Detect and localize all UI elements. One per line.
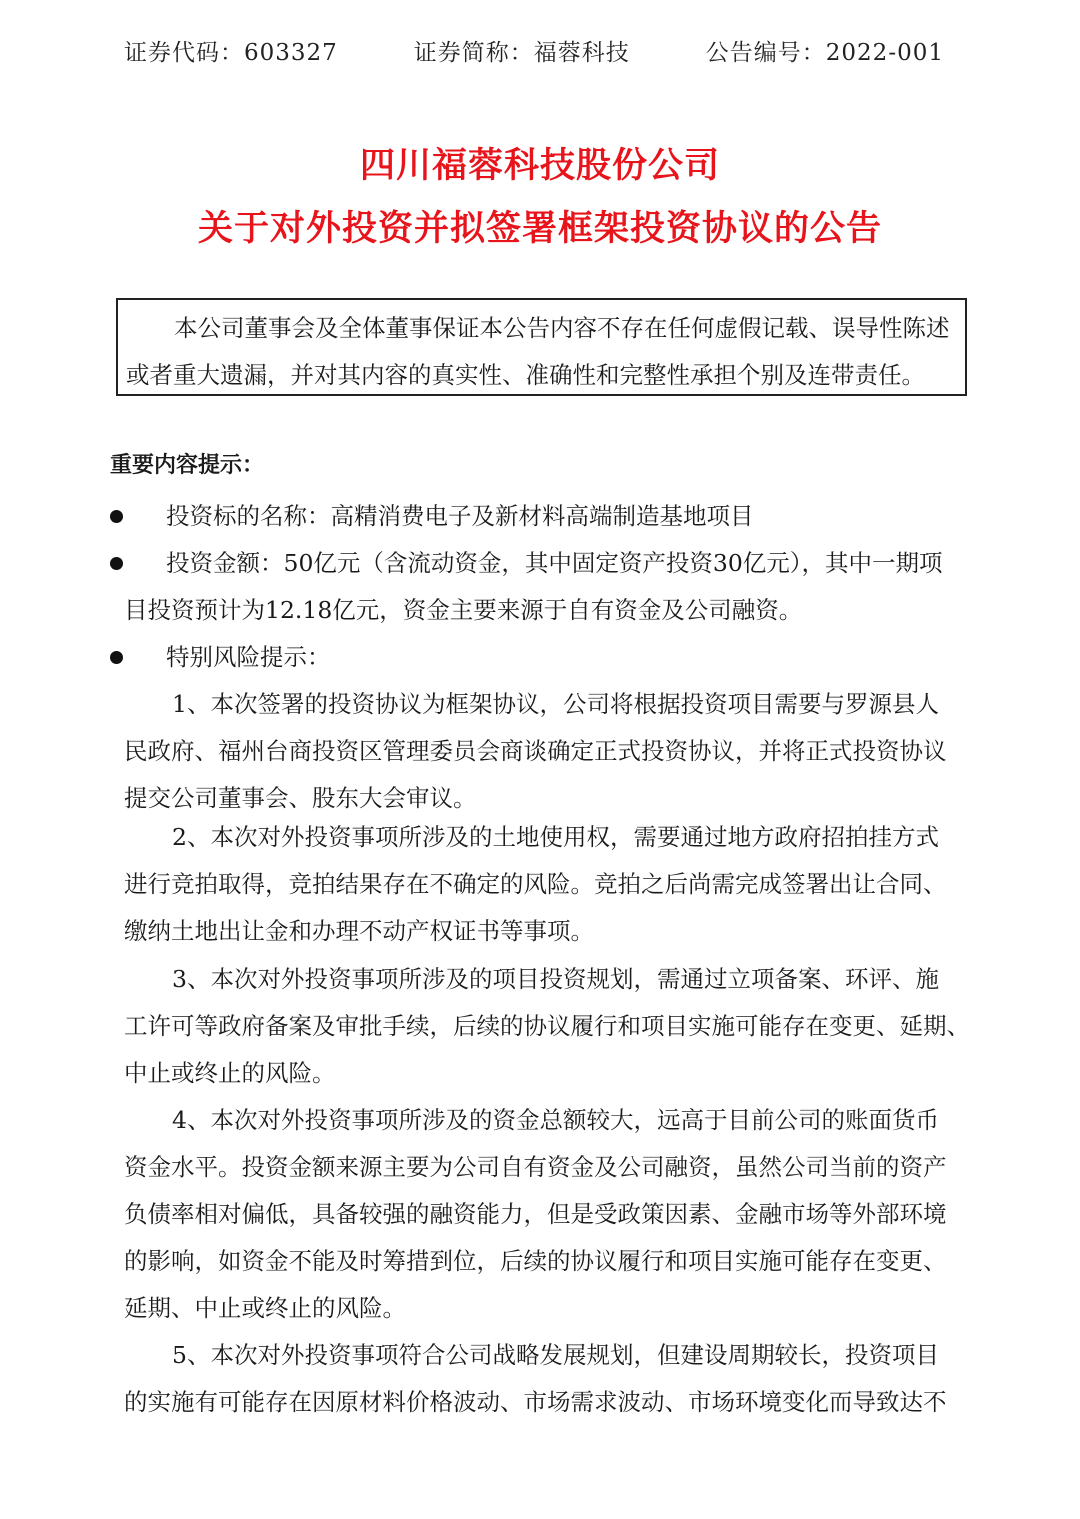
notice-number: 公告编号：2022-001 bbox=[705, 40, 944, 66]
risk-4-line-2: 资金水平。投资金额来源主要为公司自有资金及公司融资，虽然公司当前的资产 bbox=[124, 1153, 947, 1181]
bullet-text: 投资标的名称：高精消费电子及新材料高端制造基地项目 bbox=[166, 502, 754, 530]
risk-4-line-5: 延期、中止或终止的风险。 bbox=[124, 1294, 406, 1322]
risk-4-line-1: 4、本次对外投资事项所涉及的资金总额较大，远高于目前公司的账面货币 bbox=[172, 1106, 939, 1134]
risk-1-line-1: 1、本次签署的投资协议为框架协议，公司将根据投资项目需要与罗源县人 bbox=[172, 690, 939, 718]
risk-4-line-3: 负债率相对偏低，具备较强的融资能力，但是受政策因素、金融市场等外部环境 bbox=[124, 1200, 947, 1228]
risk-4-line-4: 的影响，如资金不能及时筹措到位，后续的协议履行和项目实施可能存在变更、 bbox=[124, 1247, 947, 1275]
bullet-dot-icon bbox=[110, 510, 123, 523]
risk-3-line-1: 3、本次对外投资事项所涉及的项目投资规划，需通过立项备案、环评、施 bbox=[172, 965, 939, 993]
risk-3-line-2: 工许可等政府备案及审批手续，后续的协议履行和项目实施可能存在变更、延期、 bbox=[124, 1012, 970, 1040]
disclaimer-line-2: 或者重大遗漏，并对其内容的真实性、准确性和完整性承担个别及连带责任。 bbox=[126, 361, 925, 389]
disclaimer-line-1: 本公司董事会及全体董事保证本公告内容不存在任何虚假记载、误导性陈述 bbox=[174, 314, 950, 342]
document-header bbox=[124, 34, 944, 67]
risk-2-line-1: 2、本次对外投资事项所涉及的土地使用权，需要通过地方政府招拍挂方式 bbox=[172, 823, 939, 851]
bullet-text: 特别风险提示： bbox=[166, 643, 331, 671]
security-short-name: 证券简称：福蓉科技 bbox=[413, 40, 630, 66]
risk-5-line-2: 的实施有可能存在因原材料价格波动、市场需求波动、市场环境变化而导致达不 bbox=[124, 1388, 947, 1416]
bullet-dot-icon bbox=[110, 651, 123, 664]
section-title: 重要内容提示： bbox=[110, 453, 265, 478]
disclaimer-box bbox=[116, 298, 967, 396]
company-title: 四川福蓉科技股份公司 bbox=[359, 146, 720, 186]
security-code: 证券代码：603327 bbox=[124, 40, 338, 66]
risk-1-line-2: 民政府、福州台商投资区管理委员会商谈确定正式投资协议，并将正式投资协议 bbox=[124, 737, 947, 765]
bullet-dot-icon bbox=[110, 557, 123, 570]
risk-3-line-3: 中止或终止的风险。 bbox=[124, 1059, 336, 1087]
risk-5-line-1: 5、本次对外投资事项符合公司战略发展规划，但建设周期较长，投资项目 bbox=[172, 1341, 939, 1369]
risk-2-line-3: 缴纳土地出让金和办理不动产权证书等事项。 bbox=[124, 917, 594, 945]
announcement-title: 关于对外投资并拟签署框架投资协议的公告 bbox=[197, 209, 882, 249]
bullet-text: 投资金额：50亿元（含流动资金，其中固定资产投资30亿元），其中一期项 bbox=[166, 549, 943, 577]
risk-1-line-3: 提交公司董事会、股东大会审议。 bbox=[124, 784, 477, 812]
risk-2-line-2: 进行竞拍取得，竞拍结果存在不确定的风险。竞拍之后尚需完成签署出让合同、 bbox=[124, 870, 947, 898]
bullet-text-continued: 目投资预计为12.18亿元，资金主要来源于自有资金及公司融资。 bbox=[124, 596, 803, 624]
